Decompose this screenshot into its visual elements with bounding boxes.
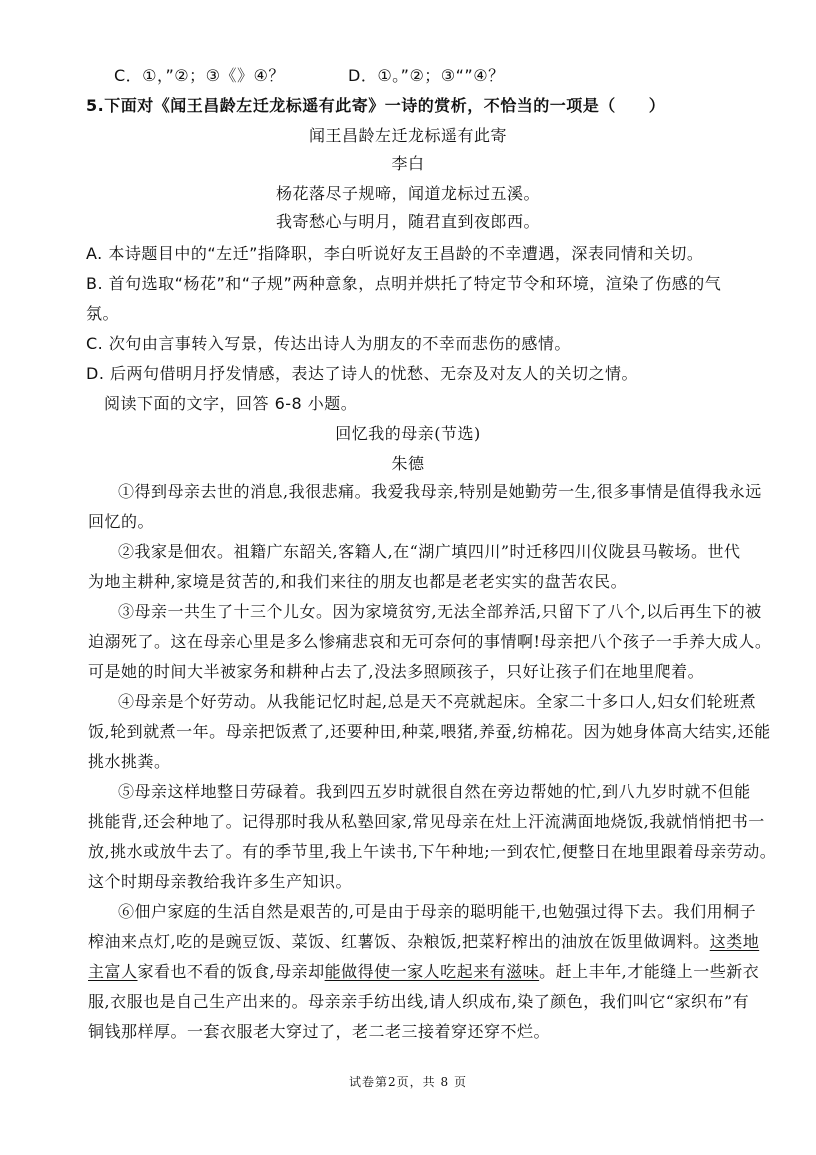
q5-option-c: C. 次句由言事转入写景，传达出诗人为朋友的不幸而悲伤的感情。	[86, 334, 571, 353]
para-6-line-3	[88, 962, 759, 982]
para-2-line-1: ②我家是佃农。祖籍广东韶关,客籍人,在“湖广填四川”时迁移四川仪陇县马鞍场。世代	[118, 542, 741, 561]
para-4-line-3: 挑水挑粪。	[88, 752, 171, 771]
underlined-phrase-1a: 这类地	[709, 932, 760, 951]
para-6-line-1: ⑥佃户家庭的生活自然是艰苦的,可是由于母亲的聪明能干,也勉强过得下去。我们用桐子	[118, 902, 757, 921]
para-5-line-2: 挑能背,还会种地了。记得那时我从私塾回家,常见母亲在灶上汗流满面地烧饭,我就悄悄把书一	[88, 812, 765, 831]
para-6-line-5: 铜钱那样厚。一套衣服老大穿过了，老二老三接着穿还穿不烂。	[88, 1022, 551, 1041]
q4-option-c: C．①，”②；③《》④？	[114, 66, 285, 85]
poem-line-2: 我寄愁心与明月，随君直到夜郎西。	[275, 212, 540, 231]
q5-option-b-line-2: 氛。	[86, 304, 120, 323]
para-6-line-2	[88, 932, 759, 952]
poem-line-1: 杨花落尽子规啼，闻道龙标过五溪。	[275, 184, 540, 203]
para-4-line-1: ④母亲是个好劳动。从我能记忆时起,总是天不亮就起床。全家二十多口人,妇女们轮班煮	[118, 692, 757, 711]
para-3-line-2: 迫溺死了。这在母亲心里是多么惨痛悲哀和无可奈何的事情啊!母亲把八个孩子一手养大成人。	[88, 632, 772, 651]
para-6-line-4: 服,衣服也是自己生产出来的。母亲亲手纺出线,请人织成布,染了颜色，我们叫它“家织布”有	[88, 992, 750, 1011]
underlined-phrase-1b: 主富人	[88, 962, 138, 981]
reading-intro: 阅读下面的文字，回答 6-8 小题。	[104, 394, 358, 413]
para-6-line-3-text-a: 家看也不看的饭食,母亲却	[137, 962, 325, 981]
poem-title: 闻王昌龄左迁龙标遥有此寄	[308, 126, 507, 145]
para-6-line-3-text-b: 。赶上丰年,才能缝上一些新衣	[539, 962, 760, 981]
q5-option-d: D. 后两句借明月抒发情感，表达了诗人的忧愁、无奈及对友人的关切之情。	[86, 364, 638, 383]
q5-stem: 5.下面对《闻王昌龄左迁龙标遥有此寄》一诗的赏析，不恰当的一项是（ ）	[86, 96, 666, 115]
poem-author: 李白	[391, 154, 425, 173]
passage-author: 朱德	[391, 454, 425, 473]
para-3-line-3: 可是她的时间大半被家务和耕种占去了,没法多照顾孩子，只好让孩子们在地里爬着。	[88, 662, 705, 681]
para-5-line-4: 这个时期母亲教给我许多生产知识。	[88, 872, 353, 891]
para-5-line-3: 放,挑水或放牛去了。有的季节里,我上午读书,下午种地;一到农忙,便整日在地里跟着母亲劳动。	[88, 842, 777, 861]
para-1-line-2: 回忆的。	[88, 512, 155, 531]
para-4-line-2: 饭,轮到就煮一年。母亲把饭煮了,还要种田,种菜,喂猪,养蚕,纺棉花。因为她身体高大结实,还能	[88, 722, 771, 741]
para-5-line-1: ⑤母亲这样地整日劳碌着。我到四五岁时就很自然在旁边帮她的忙,到八九岁时就不但能	[118, 782, 751, 801]
q5-option-b-line-1: B. 首句选取“杨花”和“子规”两种意象，点明并烘托了特定节令和环境，渲染了伤感的气	[86, 274, 722, 293]
q5-option-a: A. 本诗题目中的“左迁”指降职，李白听说好友王昌龄的不幸遭遇，深表同情和关切。	[86, 244, 704, 263]
page-footer: 试卷第2页，共 8 页	[349, 1075, 467, 1089]
para-3-line-1: ③母亲一共生了十三个儿女。因为家境贫穷,无法全部养活,只留下了八个,以后再生下的被	[118, 602, 762, 621]
underlined-phrase-2: 能做得使一家人吃起来有滋味	[324, 962, 540, 981]
passage-title: 回忆我的母亲(节选)	[335, 424, 481, 443]
para-1-line-1: ①得到母亲去世的消息,我很悲痛。我爱我母亲,特别是她勤劳一生,很多事情是值得我永远	[118, 482, 762, 501]
para-2-line-2: 为地主耕种,家境是贫苦的,和我们来往的朋友也都是老老实实的盘苦农民。	[88, 572, 628, 591]
q4-option-d: D．①。”②；③“”④？	[348, 66, 505, 85]
para-6-line-2-text: 榨油来点灯,吃的是豌豆饭、菜饭、红薯饭、杂粮饭,把菜籽榨出的油放在饭里做调料。	[88, 932, 710, 951]
